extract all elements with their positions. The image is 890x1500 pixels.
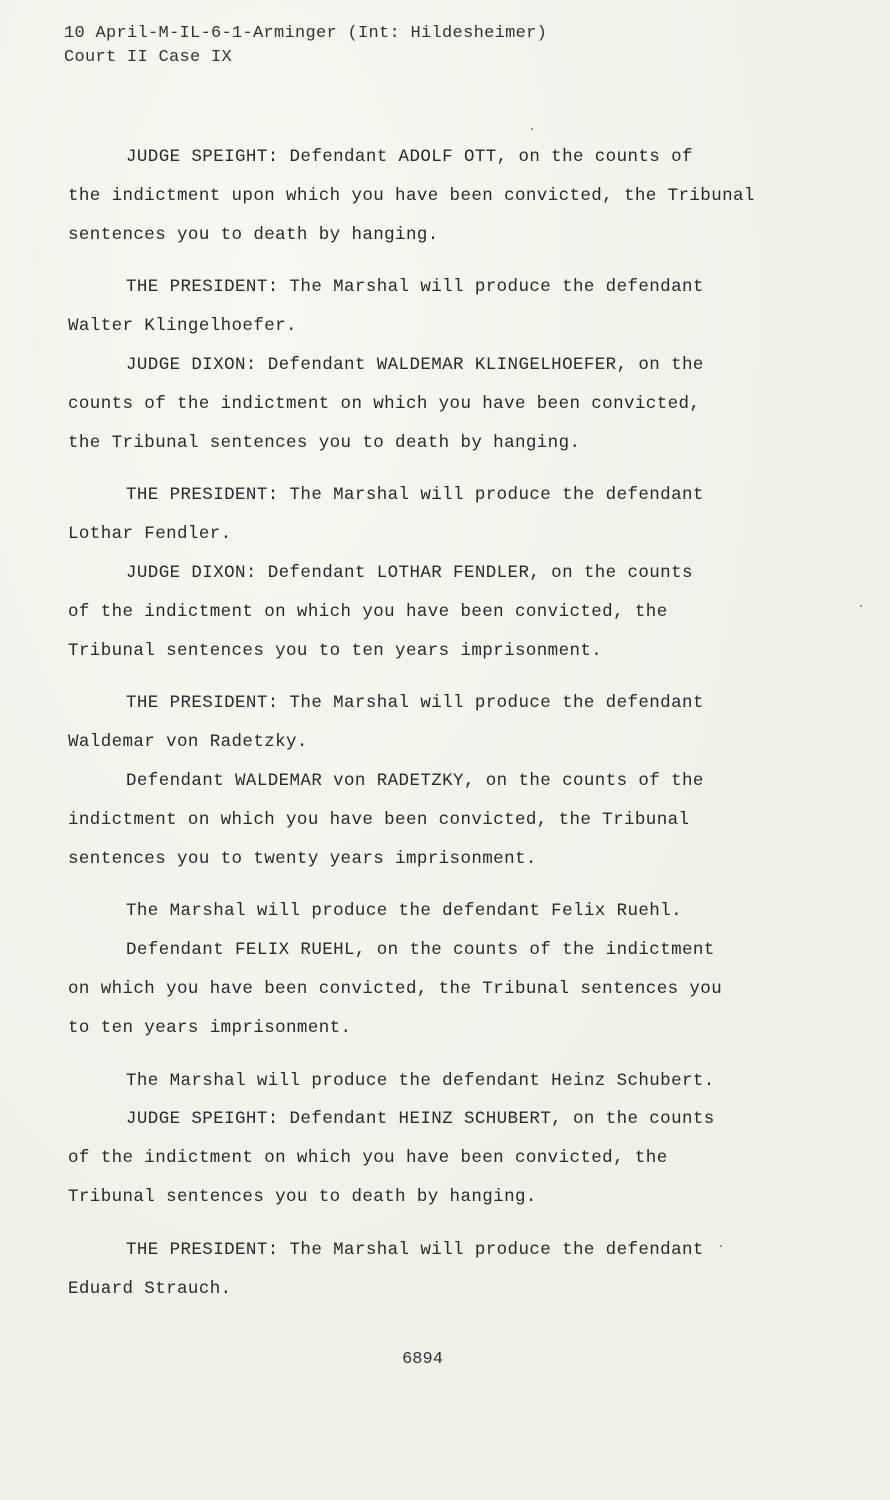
paragraph-10 <box>68 1062 808 1101</box>
text-line: Walter Klingelhoefer. <box>68 316 297 337</box>
text-line: THE PRESIDENT: The Marshal will produce the defendant <box>126 485 704 506</box>
text-line: THE PRESIDENT: The Marshal will produce the defendant <box>126 1239 704 1260</box>
text-line: JUDGE SPEIGHT: Defendant ADOLF OTT, on the counts of <box>126 147 693 167</box>
text-line: JUDGE DIXON: Defendant WALDEMAR KLINGELHOEFER, on the <box>126 354 704 375</box>
paragraph-11 <box>68 1100 808 1216</box>
paragraph-4 <box>68 476 808 554</box>
text-line: indictment on which you have been convicted, the Tribunal <box>68 809 690 830</box>
text-line: JUDGE DIXON: Defendant LOTHAR FENDLER, on the counts <box>126 562 693 583</box>
text-line: the Tribunal sentences you to death by hanging. <box>68 432 581 453</box>
text-line: the indictment upon which you have been convicted, the Tribunal <box>68 185 755 206</box>
paragraph-5 <box>68 554 808 670</box>
text-line: of the indictment on which you have been convicted, the <box>68 601 668 622</box>
ink-speck <box>720 1245 722 1247</box>
paragraph-8 <box>68 892 808 931</box>
paragraph-9 <box>68 931 808 1047</box>
text-line: JUDGE SPEIGHT: Defendant HEINZ SCHUBERT, on the counts <box>126 1109 715 1130</box>
text-line: of the indictment on which you have been convicted, the <box>68 1148 668 1169</box>
header-line-1: 10 April-M-IL-6-1-Arminger (Int: Hildesheimer) <box>64 24 548 43</box>
paragraph-1 <box>68 138 808 254</box>
paragraph-2 <box>68 268 808 346</box>
text-line: THE PRESIDENT: The Marshal will produce the defendant <box>126 693 704 714</box>
text-line: Waldemar von Radetzky. <box>68 732 308 753</box>
text-line: The Marshal will produce the defendant Heinz Schubert. <box>126 1070 715 1091</box>
header-line-2: Court II Case IX <box>64 48 233 67</box>
page-number: 6894 <box>402 1350 443 1369</box>
text-line: Tribunal sentences you to death by hanging. <box>68 1186 537 1207</box>
text-line: Defendant FELIX RUEHL, on the counts of the indictment <box>126 940 715 961</box>
paragraph-12 <box>68 1231 808 1309</box>
text-line: to ten years imprisonment. <box>68 1017 352 1038</box>
ink-speck <box>860 605 862 607</box>
text-line: Tribunal sentences you to ten years imprisonment. <box>68 640 603 661</box>
paragraph-6 <box>68 684 808 762</box>
text-line: sentences you to death by hanging. <box>68 224 439 245</box>
text-line: counts of the indictment on which you have been convicted, <box>68 393 701 414</box>
text-line: THE PRESIDENT: The Marshal will produce the defendant <box>126 277 704 298</box>
text-line: Eduard Strauch. <box>68 1278 232 1299</box>
text-line: sentences you to twenty years imprisonment. <box>68 848 537 869</box>
paragraph-7 <box>68 762 808 878</box>
text-line: The Marshal will produce the defendant Felix Ruehl. <box>126 901 682 922</box>
ink-speck <box>531 128 533 130</box>
text-line: Lothar Fendler. <box>68 524 232 545</box>
paragraph-3 <box>68 346 808 462</box>
text-line: on which you have been convicted, the Tribunal sentences you <box>68 978 723 999</box>
transcript-body <box>68 138 808 1308</box>
text-line: Defendant WALDEMAR von RADETZKY, on the counts of the <box>126 770 704 791</box>
document-header <box>64 22 547 70</box>
